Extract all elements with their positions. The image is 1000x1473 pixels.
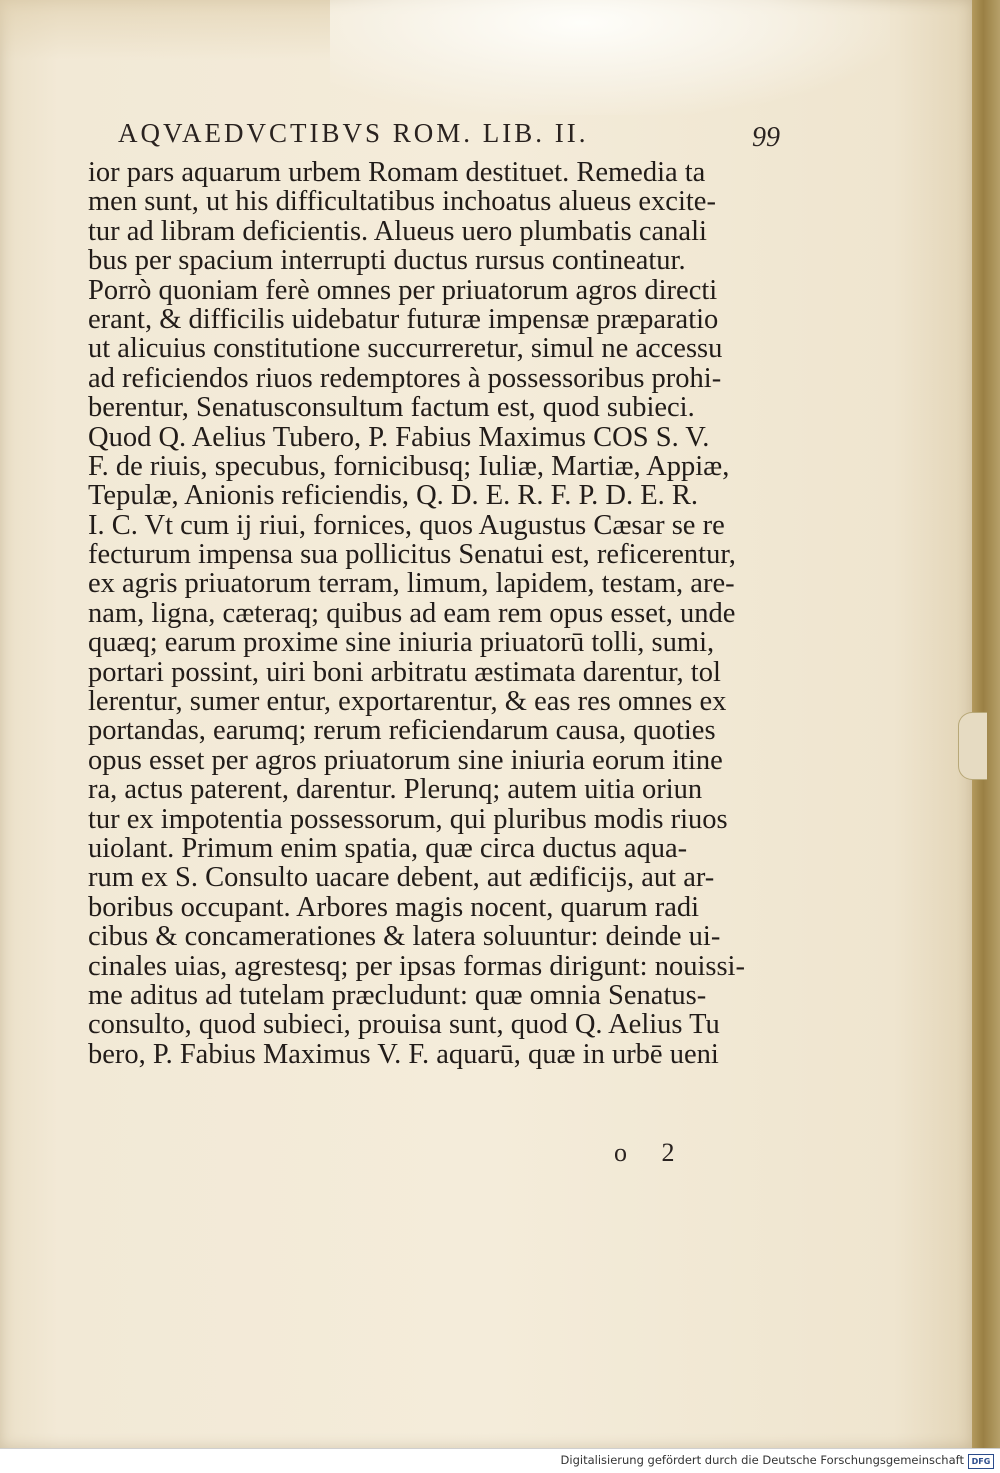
text-line: Porrò quoniam ferè omnes per priuatorum agros directi <box>88 274 718 306</box>
text-line: Quod Q. Aelius Tubero, P. Fabius Maximus COS S. V. <box>88 421 710 453</box>
text-line: ior pars aquarum urbem Romam destituet. Remedia ta <box>88 157 706 188</box>
text-line: tur ad libram deficientis. Alueus uero plumbatis canali <box>88 215 707 247</box>
text-line: cinales uias, agrestesq; per ipsas formas dirigunt: nouissi- <box>88 950 745 982</box>
page-edge-discoloration <box>0 0 330 60</box>
binding-clasp <box>958 712 987 780</box>
text-line: berentur, Senatusconsultum factum est, quod subieci. <box>88 392 695 424</box>
text-line: bero, P. Fabius Maximus V. F. aquarū, quæ in urbē ueni <box>88 1038 719 1070</box>
text-line: consulto, quod subieci, prouisa sunt, quod Q. Aelius Tu <box>88 1009 720 1041</box>
folio-number: 99 <box>752 122 780 153</box>
text-line: bus per spacium interrupti ductus rursus contineatur. <box>88 245 686 277</box>
text-line: I. C. Vt cum ij riui, fornices, quos Augustus Cæsar se re <box>88 509 725 541</box>
text-line: portari possint, uiri boni arbitratu æstimata darentur, tol <box>88 656 721 688</box>
text-line: ad reficiendos riuos redemptores à possessoribus prohi- <box>88 362 722 394</box>
text-line: Tepulæ, Anionis reficiendis, Q. D. E. R. F. P. D. E. R. <box>88 480 699 512</box>
dfg-credit-text: Digitalisierung gefördert durch die Deutsche Forschungsgemeinschaft <box>560 1453 964 1467</box>
text-line: ra, actus paterent, darentur. Plerunq; autem uitia oriun <box>88 774 703 806</box>
digitization-footer <box>0 1448 1000 1473</box>
text-line: boribus occupant. Arbores magis nocent, quarum radi <box>88 891 700 923</box>
text-line: erant, & difficilis uidebatur futuræ impensæ præparatio <box>88 303 719 335</box>
text-line: men sunt, ut his difficultatibus inchoatus alueus excite- <box>88 186 716 218</box>
text-line: quæq; earum proxime sine iniuria priuatorū tolli, sumi, <box>88 627 715 659</box>
signature-mark: o 2 <box>614 1138 689 1167</box>
text-line: F. de riuis, specubus, fornicibusq; Iuliæ, Martiæ, Appiæ, <box>88 450 730 482</box>
text-line: nam, ligna, cæteraq; quibus ad eam rem opus esset, unde <box>88 597 736 629</box>
text-line: uiolant. Primum enim spatia, quæ circa ductus aqua- <box>88 832 688 864</box>
text-line: portandas, earumq; rerum reficiendarum causa, quoties <box>88 715 716 747</box>
text-line: opus esset per agros priuatorum sine iniuria eorum itine <box>88 744 723 776</box>
text-line: fecturum impensa sua pollicitus Senatui est, reficerentur, <box>88 539 736 571</box>
text-line: ex agris priuatorum terram, limum, lapidem, testam, are- <box>88 568 735 600</box>
text-line: ut alicuius constitutione succurreretur, simul ne accessu <box>88 333 723 365</box>
running-head: AQVAEDVCTIBVS ROM. LIB. II. <box>118 118 589 148</box>
text-line: me aditus ad tutelam præcludunt: quæ omnia Senatus- <box>88 979 707 1011</box>
text-line: rum ex S. Consulto uacare debent, aut ædificijs, aut ar- <box>88 862 715 894</box>
text-line: lerentur, sumer entur, exportarentur, & eas res omnes ex <box>88 686 727 718</box>
dfg-logo: DFG <box>968 1454 994 1469</box>
text-line: cibus & concamerationes & latera soluuntur: deinde ui- <box>88 921 721 953</box>
text-line: tur ex impotentia possessorum, qui pluribus modis riuos <box>88 803 728 835</box>
page-damage-stain <box>330 0 890 115</box>
main-text-block <box>88 158 748 1069</box>
